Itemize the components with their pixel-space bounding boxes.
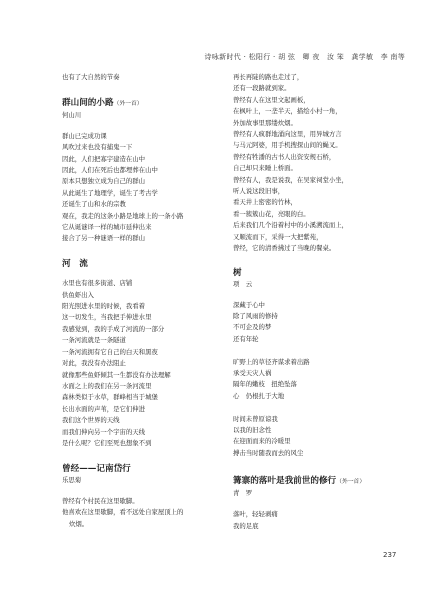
poem-line: 阳光照进水里的时候，我看着 xyxy=(62,302,146,311)
poem-body xyxy=(62,131,220,245)
poem-line: 后来我们几个沿着村中的小溪溯流而上， xyxy=(233,221,349,230)
poem-line: 因此，人们把寡宇建造在山中 xyxy=(62,154,146,163)
poem-line: 再长再陡的路也走过了， xyxy=(233,73,304,81)
poem-line: 隔年的嫩枝 扭绝坠落 xyxy=(233,380,297,389)
poem-line: 长出水面的声苇，是它们伸进 xyxy=(62,404,146,413)
poem-line: 曾经有人，我是说我，在吴家祠堂小坐， xyxy=(233,175,349,184)
poem-line: 以我的旧念性 xyxy=(233,425,272,434)
poem-line: 水里也有很多街道、店铺 xyxy=(62,279,133,288)
poem-line: 听人说这段旧事， xyxy=(233,187,285,196)
poem-line: 森林类似于水草，群峰相当于城堡 xyxy=(62,393,158,402)
left-column xyxy=(62,72,220,530)
poem-body xyxy=(233,300,391,460)
poem-line: 这一切发生，当我把手伸进水里 xyxy=(62,313,152,322)
poem-line: 供鱼虾出入 xyxy=(62,290,94,299)
poem-line: 一条河流就是一条隧道 xyxy=(62,336,126,345)
poem-line: 自己却只来睡上桥面。 xyxy=(233,164,297,173)
poem-line: 旷野上的草径齐谋求着出路 xyxy=(233,357,310,366)
poem-line: 曾经有人在这里文起画板， xyxy=(233,95,310,104)
poem-line: 在枫叶上，一垄半天，描绘小村一角， xyxy=(233,107,342,116)
poem-line: 因此，人们在死后也都埋葬在山中 xyxy=(62,166,158,175)
poem-title-note: （外一首） xyxy=(336,479,366,486)
poem-line: 看天井上密密的竹林， xyxy=(233,198,297,207)
poem-line: 落叶，轻轻剥痛 xyxy=(233,510,278,519)
poem-line: 时间未曾原谅我 xyxy=(233,414,278,423)
poem-body xyxy=(62,278,220,449)
poem-line: 承受天灾人祸 xyxy=(233,368,272,377)
poem-line: 观在，我走的这条小路是地球上的一条小路 xyxy=(62,211,184,220)
poem-title: 树 xyxy=(233,267,242,278)
poem-line: 又顺流而下，采得一大把紫苑， xyxy=(233,232,323,241)
poem-line: 炊烟。 xyxy=(69,519,89,528)
poem-line: 我感觉到，我的手成了河流的一部分 xyxy=(62,324,165,333)
running-header: 诗咏新时代 · 松阳行 · 胡 弦 卿 夜 汝 笨 龚学敏 李 南等 xyxy=(204,53,405,61)
poem-line: 群山已完成功课 xyxy=(62,131,107,140)
poem-body xyxy=(233,72,391,255)
poem-line: 在迎面而来的冷暖里 xyxy=(233,437,291,446)
poem-line: 心 仍根扎于大地 xyxy=(233,391,285,400)
poem-line: 我们这个世界的天线 xyxy=(62,416,120,425)
poem-line: 搏击当时随我而去的风尘 xyxy=(233,448,304,457)
poem-line: 除了风雨的修持 xyxy=(233,311,278,320)
poem-line: 而我们伸向另一个宇宙的天线 xyxy=(62,427,146,436)
poem-line: 我的足底 xyxy=(233,521,259,530)
poem-body xyxy=(233,509,391,532)
poem-line: 原本只想独立成为自己的群山 xyxy=(62,177,146,186)
poem-author: 乐思菊 xyxy=(62,475,82,484)
poem-title xyxy=(62,97,220,110)
poem-line: 深藏于心中 xyxy=(233,300,265,309)
poem-line: 与马元阿婆，用手机搜探山间的蝇叉。 xyxy=(233,141,342,150)
poem-title-text: 篝寨的落叶是我前世的修行 xyxy=(233,476,337,487)
poem-line: 曾经，它的清香拂过了当晚的餐桌。 xyxy=(233,244,336,253)
poem-body xyxy=(62,496,220,530)
poem-title: 河 流 xyxy=(62,259,88,270)
poem-title-text: 群山间的小路 xyxy=(62,97,114,108)
poem-line: 是什么呢？它们至死也想象不到 xyxy=(62,438,152,447)
poem-line: 风吹过来也没有捕鬼一下 xyxy=(62,143,133,152)
poem-line: 还有一段路就到家。 xyxy=(233,84,291,93)
poem-line: 外加故事里那缕炊烟。 xyxy=(233,118,297,127)
right-column xyxy=(233,72,391,532)
poem-line: 就像那些鱼虾倾其一生都没有办法理解 xyxy=(62,370,171,379)
poem-title: 曾经——记南岱行 xyxy=(62,463,131,474)
poem-author: 何山川 xyxy=(62,110,82,119)
poem-line: 一条河流拥有它自己的白天和黑夜 xyxy=(62,347,158,356)
poem-line: 它从诞谜译一样的城市延伸出来 xyxy=(62,223,152,232)
poem-title-note: （外一首） xyxy=(113,100,143,107)
poem-line: 对此，我没有办法阻止 xyxy=(62,359,126,368)
poem-line: 曾经有牲潘的古书人出资安规石桥， xyxy=(233,152,336,161)
continued-line: 也有了大自然的节奏 xyxy=(62,73,120,81)
poem-title xyxy=(233,475,391,488)
poem-line: 还诞生了山和水的宗教 xyxy=(62,200,126,209)
poem-line: 接合了另一种谜语一样的群山 xyxy=(62,234,146,243)
poem-line: 看一簇簇山花，亮眼的白。 xyxy=(233,209,310,218)
poem-line: 从此诞生了地理学，诞生了考古学 xyxy=(62,188,158,197)
poem-line: 不可企及的梦 xyxy=(233,323,272,332)
poem-line: 还有年轮 xyxy=(233,334,259,343)
poem-author: 青 罗 xyxy=(233,489,253,498)
poem-line: 曾经有个村民在这里歇脚。 xyxy=(62,496,139,505)
poem-line: 他喜欢在这里歇脚，看不远处自家屋顶上的 xyxy=(62,508,184,517)
poem-author: 项 云 xyxy=(233,279,253,288)
page-number: 237 xyxy=(383,551,397,559)
poem-line: 曾经有人疯群地涌向这里，用异城方言 xyxy=(233,130,342,139)
poem-line: 水面之上的我们在另一条河流里 xyxy=(62,381,152,390)
